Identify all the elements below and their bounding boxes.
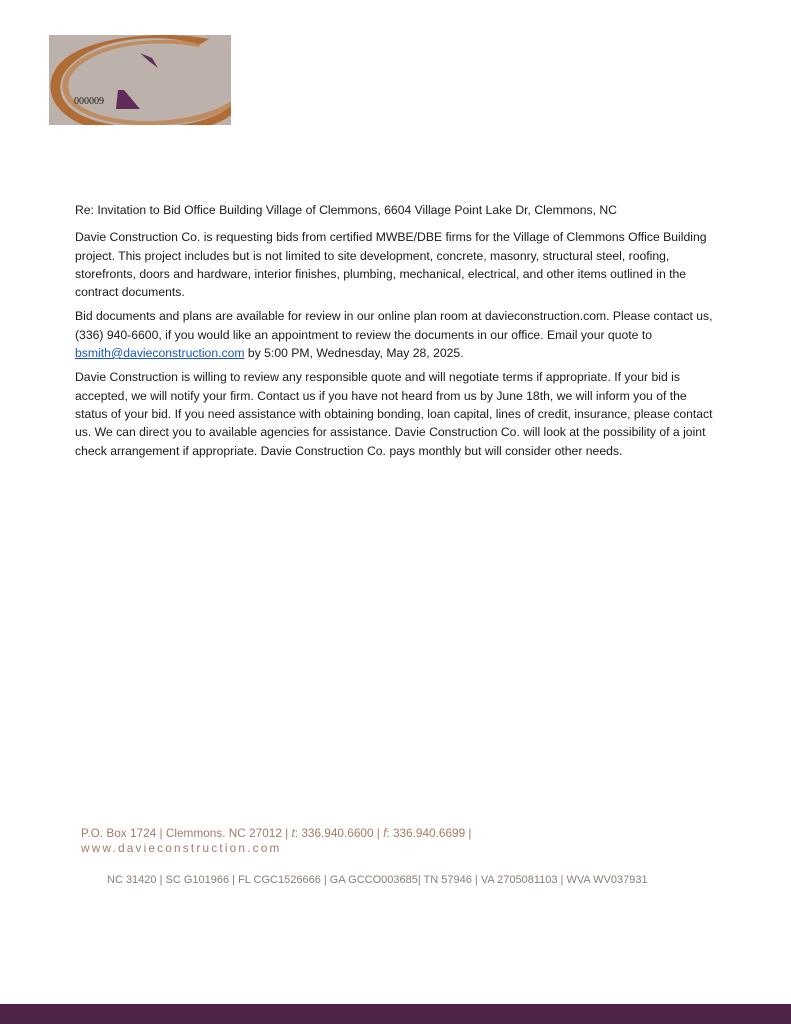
email-link[interactable]: bsmith@davieconstruction.com: [75, 346, 245, 361]
re-line: Re: Invitation to Bid Office Building Village of Clemmons, 6604 Village Point Lake Dr, Clemmons, NC: [75, 203, 617, 217]
logo-c-ring: [51, 35, 231, 125]
logo-code: 000009: [74, 96, 104, 107]
footer-contact-line: [81, 826, 471, 841]
footer-licenses: NC 31420 | SC G101966 | FL CGC1526666 | GA GCCO003685| TN 57946 | VA 2705081103 | WVA WV037931: [107, 874, 648, 886]
letter-body: [75, 201, 715, 466]
paragraph-bid-documents: [75, 307, 715, 362]
footer-fax: : 336.940.6699 |: [386, 826, 472, 840]
footer-tel-label: t: [291, 826, 295, 840]
footer-tel: : 336.940.6600 |: [294, 826, 384, 840]
paragraph-project-scope: Davie Construction Co. is requesting bids from certified MWBE/DBE firms for the Village of Clemmons Office Building project. This project includes but is not limited to site development, concrete, masonry, structural steel, roofing, storefronts, doors and hardware, interior finishes, plumbing, mechanical, electrical, and other items outlined in the contract documents.: [75, 230, 707, 300]
footer-fax-label: f: [383, 826, 387, 840]
logo-c-ring-inner: [62, 40, 231, 125]
paragraph-terms: Davie Construction is willing to review any responsible quote and will negotiate terms if appropriate. If your bid is accepted, we will notify your firm. Contact us if you have not heard from us by June 18th, we will inform you of the status of your bid. If you need assistance with obtaining bonding, loan capital, lines of credit, insurance, please contact us. We can direct you to available agencies for assistance. Davie Construction Co. will look at the possibility of a joint check arrangement if appropriate. Davie Construction Co. pays monthly but will consider other needs.: [75, 370, 713, 458]
paragraph-bid-deadline: by 5:00 PM, Wednesday, May 28, 2025.: [244, 346, 464, 361]
bottom-bar: [0, 1004, 791, 1024]
footer-po-box: P.O. Box 1724 | Clemmons. NC 27012 |: [81, 826, 292, 840]
footer-website[interactable]: www.davieconstruction.com: [81, 840, 282, 855]
logo-accent-bottom: [116, 90, 140, 109]
footer-address: [81, 826, 471, 855]
logo-mark: [49, 35, 231, 125]
company-logo: [49, 35, 231, 125]
logo-accent-top: [140, 53, 158, 68]
paragraph-bid-documents-text: Bid documents and plans are available for review in our online plan room at davieconstruction.com. Please contact us, (336) 940-6600, if you would like an appointment to review the documents in our office. Email your quote to: [75, 309, 713, 342]
